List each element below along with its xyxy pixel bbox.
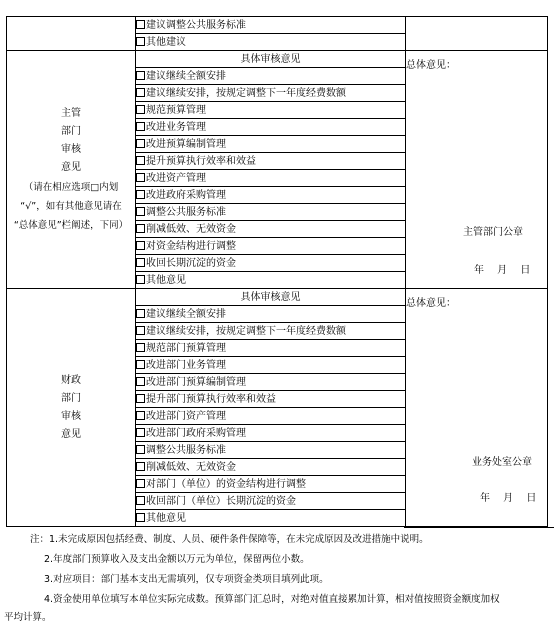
checkbox-label: 改进政府采购管理: [146, 189, 226, 201]
checkbox-label: 建议继续全额安排: [146, 308, 226, 320]
checkbox-row[interactable]: [136, 493, 406, 510]
office-seal-label: 业务处室公章: [472, 457, 532, 468]
checkbox-label: 其他意见: [146, 512, 186, 524]
dept-date: 年 月 日: [474, 265, 531, 276]
checkbox-label: 对部门（单位）的资金结构进行调整: [146, 478, 306, 490]
checkbox-label: 其他建议: [146, 36, 186, 48]
finance-date: 年 月 日: [480, 493, 537, 504]
finance-label-line: 意见: [61, 428, 81, 440]
finance-review-label-cell: [7, 289, 136, 527]
checkbox-row[interactable]: [136, 425, 406, 442]
checkbox-icon[interactable]: [136, 377, 145, 386]
checkbox-row[interactable]: [136, 170, 406, 187]
checkbox-icon[interactable]: [136, 224, 145, 233]
checkbox-icon[interactable]: [136, 139, 145, 148]
checkbox-label: 建议继续安排，按规定调整下一年度经费数额: [146, 87, 346, 99]
checkbox-row[interactable]: [136, 391, 406, 408]
checkbox-icon[interactable]: [136, 241, 145, 250]
checkbox-icon[interactable]: [136, 105, 145, 114]
finance-label-line: 审核: [61, 410, 81, 422]
checkbox-icon[interactable]: [136, 479, 145, 488]
dept-label-line: 部门: [61, 126, 81, 137]
checkbox-icon[interactable]: [136, 309, 145, 318]
checkbox-row[interactable]: [136, 442, 406, 459]
checkbox-row[interactable]: [136, 17, 406, 34]
overall-label: 总体意见：: [406, 60, 456, 71]
note-line: 4.资金使用单位填写本单位实际完成数。预算部门汇总时，对绝对值直接累加计算，相对值按照资金额度加权: [44, 594, 500, 605]
checkbox-row[interactable]: [136, 102, 406, 119]
checkbox-row[interactable]: [136, 221, 406, 238]
overall-label: 总体意见：: [406, 298, 456, 309]
checkbox-row[interactable]: [136, 374, 406, 391]
checkbox-label: 改进部门政府采购管理: [146, 427, 246, 439]
checkbox-icon[interactable]: [136, 275, 145, 284]
checkbox-label: 提升预算执行效率和效益: [146, 155, 256, 167]
checkbox-row[interactable]: [136, 238, 406, 255]
checkbox-icon[interactable]: [136, 88, 145, 97]
checkbox-row[interactable]: [136, 153, 406, 170]
instruction-line: （请在相应选项□内划: [23, 182, 119, 193]
instruction-line: “√”，如有其他意见请在: [20, 201, 122, 212]
checkbox-icon[interactable]: [136, 513, 145, 522]
finance-overall-cell[interactable]: [406, 289, 548, 527]
dept-label-line: 主管: [61, 108, 81, 119]
checkbox-label: 规范预算管理: [146, 104, 206, 116]
checkbox-row[interactable]: [136, 357, 406, 374]
checkbox-row[interactable]: [136, 204, 406, 221]
dept-overall-cell[interactable]: [406, 51, 548, 289]
checkbox-row[interactable]: [136, 323, 406, 340]
checkbox-icon[interactable]: [136, 343, 145, 352]
checkbox-label: 收回长期沉淀的资金: [146, 257, 236, 269]
checkbox-row[interactable]: [136, 119, 406, 136]
checkbox-row[interactable]: [136, 68, 406, 85]
checkbox-icon[interactable]: [136, 445, 145, 454]
checkbox-label: 改进部门业务管理: [146, 359, 226, 371]
dept-label-line: 意见: [61, 162, 81, 173]
checkbox-icon[interactable]: [136, 156, 145, 165]
checkbox-icon[interactable]: [136, 496, 145, 505]
checkbox-label: 提升部门预算执行效率和效益: [146, 393, 276, 405]
checkbox-row[interactable]: [136, 255, 406, 272]
checkbox-label: 调整公共服务标准: [146, 206, 226, 218]
checkbox-label: 收回部门（单位）长期沉淀的资金: [146, 495, 296, 507]
checkbox-icon[interactable]: [136, 71, 145, 80]
checkbox-icon[interactable]: [136, 258, 145, 267]
checkbox-label: 调整公共服务标准: [146, 444, 226, 456]
checkbox-label: 改进部门预算编制管理: [146, 376, 246, 388]
checkbox-label: 对资金结构进行调整: [146, 240, 236, 252]
checkbox-row[interactable]: [136, 459, 406, 476]
checkbox-row[interactable]: [136, 272, 406, 289]
checkbox-label: 改进部门资产管理: [146, 410, 226, 422]
checkbox-label: 改进资产管理: [146, 172, 206, 184]
checkbox-row[interactable]: [136, 408, 406, 425]
checkbox-icon[interactable]: [136, 428, 145, 437]
checkbox-icon[interactable]: [136, 462, 145, 471]
checkbox-row[interactable]: [136, 306, 406, 323]
checkbox-label: 其他意见: [146, 274, 186, 286]
note-line: 2.年度部门预算收入及支出金额以万元为单位，保留两位小数。: [44, 554, 310, 565]
checkbox-icon[interactable]: [136, 190, 145, 199]
checkbox-row[interactable]: [136, 340, 406, 357]
section-header: 具体审核意见: [136, 51, 406, 68]
finance-label-line: 财政: [61, 374, 81, 386]
review-form-table: [6, 16, 548, 527]
checkbox-icon[interactable]: [136, 122, 145, 131]
checkbox-icon[interactable]: [136, 411, 145, 420]
checkbox-icon[interactable]: [136, 394, 145, 403]
section-header: 具体审核意见: [136, 289, 406, 306]
checkbox-icon[interactable]: [136, 173, 145, 182]
checkbox-row[interactable]: [136, 187, 406, 204]
note-line: 平均计算。: [4, 612, 52, 623]
checkbox-icon[interactable]: [136, 360, 145, 369]
checkbox-label: 改进业务管理: [146, 121, 206, 133]
checkbox-row[interactable]: [136, 34, 406, 51]
dept-seal-label: 主管部门公章: [463, 227, 523, 238]
checkbox-icon[interactable]: [136, 37, 145, 46]
checkbox-row[interactable]: [136, 510, 406, 527]
divider-line: [404, 527, 554, 528]
checkbox-label: 建议继续全额安排: [146, 70, 226, 82]
top-left-cell: [7, 17, 136, 51]
dept-review-label-cell: [7, 51, 136, 289]
checkbox-row[interactable]: [136, 136, 406, 153]
top-right-cell: [406, 17, 548, 51]
finance-label-line: 部门: [61, 392, 81, 404]
note-line: 3.对应项目：部门基本支出无需填列，仅专项资金类项目填列此项。: [44, 574, 329, 585]
checkbox-label: 建议调整公共服务标准: [146, 19, 246, 31]
checkbox-icon[interactable]: [136, 207, 145, 216]
checkbox-label: 建议继续安排，按规定调整下一年度经费数额: [146, 325, 346, 337]
checkbox-icon[interactable]: [136, 326, 145, 335]
checkbox-label: 削减低效、无效资金: [146, 461, 236, 473]
checkbox-row[interactable]: [136, 85, 406, 102]
checkbox-label: 削减低效、无效资金: [146, 223, 236, 235]
note-line: 注：1.未完成原因包括经费、制度、人员、硬件条件保障等，在未完成原因及改进措施中说明。: [30, 534, 429, 545]
checkbox-icon[interactable]: [136, 20, 145, 29]
checkbox-label: 规范部门预算管理: [146, 342, 226, 354]
dept-label-line: 审核: [61, 144, 81, 155]
checkbox-row[interactable]: [136, 476, 406, 493]
instruction-line: “总体意见”栏阐述，下同）: [13, 220, 129, 231]
checkbox-label: 改进预算编制管理: [146, 138, 226, 150]
